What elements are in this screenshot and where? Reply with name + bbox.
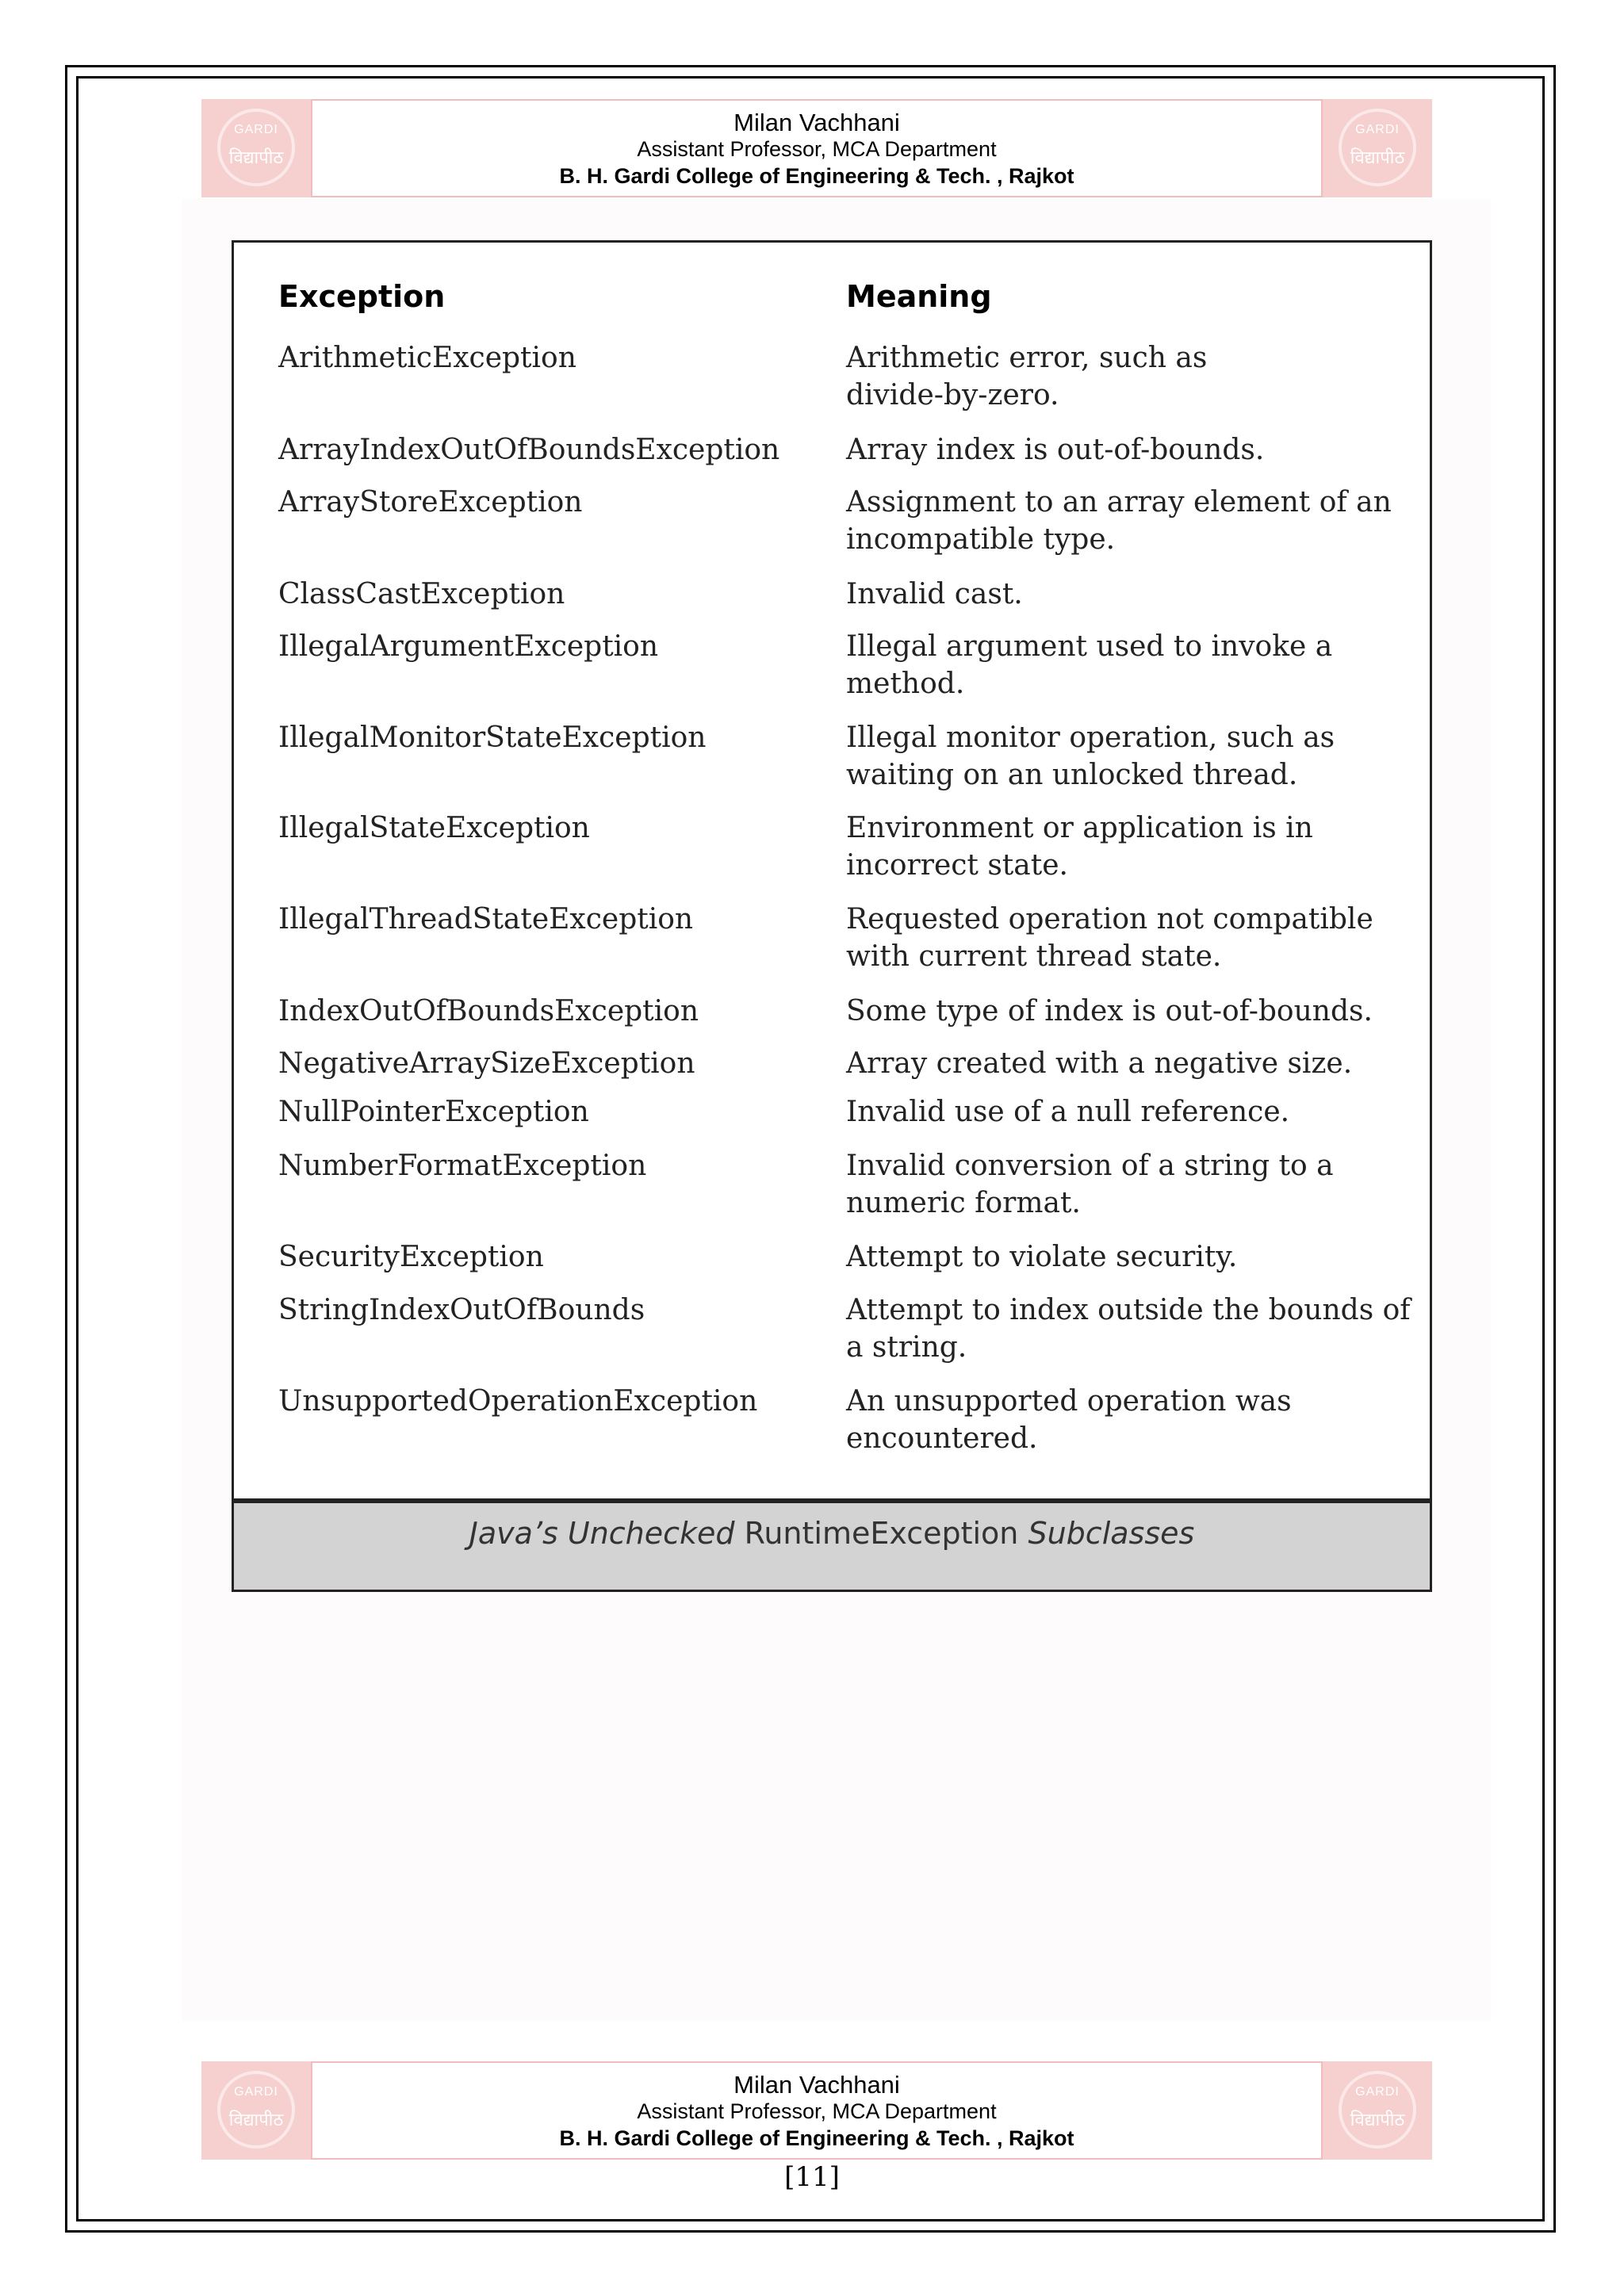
logo-top-text: GARDI <box>1355 2085 1400 2099</box>
logo-top-text: GARDI <box>234 123 278 136</box>
exception-name: NegativeArraySizeException <box>278 1047 695 1080</box>
exception-name: IllegalStateException <box>278 812 590 844</box>
exception-meaning-line2: incompatible type. <box>846 523 1116 556</box>
author-title: Assistant Professor, MCA Department <box>637 137 997 161</box>
logo-script-text: विद्यापीठ <box>228 2110 284 2130</box>
exception-meaning-line1: Environment or application is in <box>846 812 1313 844</box>
exception-meaning-line1: Some type of index is out-of-bounds. <box>846 995 1373 1027</box>
exception-meaning-line1: An unsupported operation was <box>846 1385 1292 1418</box>
exception-name: IllegalMonitorStateException <box>278 721 707 754</box>
exception-meaning-line1: Requested operation not compatible <box>846 903 1373 936</box>
exception-name: NumberFormatException <box>278 1150 647 1182</box>
footer-letterhead <box>201 2061 1432 2160</box>
table-caption <box>232 1501 1432 1592</box>
exception-meaning-line1: Invalid conversion of a string to a <box>846 1150 1334 1182</box>
college-seal-icon <box>217 109 295 186</box>
exception-name: ClassCastException <box>278 578 565 610</box>
author-name: Milan Vachhani <box>733 109 900 136</box>
logo-script-text: विद्यापीठ <box>228 148 284 168</box>
column-header-meaning: Meaning <box>846 279 992 314</box>
college-seal-icon <box>1339 109 1416 186</box>
college-logo-right <box>1323 2061 1432 2160</box>
logo-script-text: विद्यापीठ <box>1350 2110 1405 2130</box>
college-seal-icon <box>217 2071 295 2149</box>
logo-top-text: GARDI <box>1355 123 1400 136</box>
page-number: [11] <box>784 2161 840 2193</box>
exception-meaning-line1: Invalid use of a null reference. <box>846 1096 1290 1128</box>
letterhead-text-box <box>311 2061 1323 2160</box>
exception-meaning-line1: Illegal monitor operation, such as <box>846 721 1335 754</box>
exception-meaning-line1: Array created with a negative size. <box>846 1047 1353 1080</box>
exception-name: IndexOutOfBoundsException <box>278 995 699 1027</box>
college-name: B. H. Gardi College of Engineering & Tech. , Rajkot <box>559 2126 1074 2150</box>
logo-script-text: विद्यापीठ <box>1350 148 1405 168</box>
author-name: Milan Vachhani <box>733 2071 900 2099</box>
column-header-exception: Exception <box>278 279 446 314</box>
exception-meaning-line2: incorrect state. <box>846 849 1068 882</box>
author-title: Assistant Professor, MCA Department <box>637 2099 997 2123</box>
exception-name: ArrayStoreException <box>278 486 583 519</box>
exception-name: IllegalArgumentException <box>278 630 659 663</box>
caption-part-1: Java’s Unchecked <box>469 1516 735 1551</box>
logo-top-text: GARDI <box>234 2085 278 2099</box>
exception-meaning-line2: a string. <box>846 1331 967 1364</box>
exception-meaning-line1: Attempt to violate security. <box>846 1241 1238 1273</box>
exception-meaning-line2: divide-by-zero. <box>846 379 1059 411</box>
exception-meaning-line1: Invalid cast. <box>846 578 1023 610</box>
exception-meaning-line2: numeric format. <box>846 1187 1081 1219</box>
exception-name: ArithmeticException <box>278 342 576 374</box>
exception-name: UnsupportedOperationException <box>278 1385 758 1418</box>
exception-name: StringIndexOutOfBounds <box>278 1294 645 1326</box>
exception-meaning-line2: encountered. <box>846 1422 1038 1455</box>
exception-meaning-line2: waiting on an unlocked thread. <box>846 759 1298 791</box>
college-logo-right <box>1323 99 1432 197</box>
exception-name: IllegalThreadStateException <box>278 903 694 936</box>
exception-meaning-line1: Array index is out-of-bounds. <box>846 434 1265 466</box>
college-name: B. H. Gardi College of Engineering & Tech. , Rajkot <box>559 164 1074 188</box>
exception-name: ArrayIndexOutOfBoundsException <box>278 434 780 466</box>
caption-text <box>234 1516 1430 1551</box>
college-seal-icon <box>1339 2071 1416 2149</box>
exception-meaning-line1: Attempt to index outside the bounds of <box>846 1294 1411 1326</box>
exception-meaning-line2: method. <box>846 668 965 700</box>
exception-meaning-line2: with current thread state. <box>846 940 1222 973</box>
exception-name: SecurityException <box>278 1241 544 1273</box>
letterhead-text-box <box>311 99 1323 197</box>
caption-part-3: Subclasses <box>1028 1516 1195 1551</box>
exception-table <box>232 240 1432 1501</box>
caption-part-2: RuntimeException <box>744 1516 1019 1551</box>
exception-meaning-line1: Illegal argument used to invoke a <box>846 630 1333 663</box>
exception-meaning-line1: Assignment to an array element of an <box>846 486 1392 519</box>
college-logo-left <box>201 99 311 197</box>
header-letterhead <box>201 99 1432 197</box>
exception-meaning-line1: Arithmetic error, such as <box>846 342 1208 374</box>
exception-name: NullPointerException <box>278 1096 589 1128</box>
college-logo-left <box>201 2061 311 2160</box>
